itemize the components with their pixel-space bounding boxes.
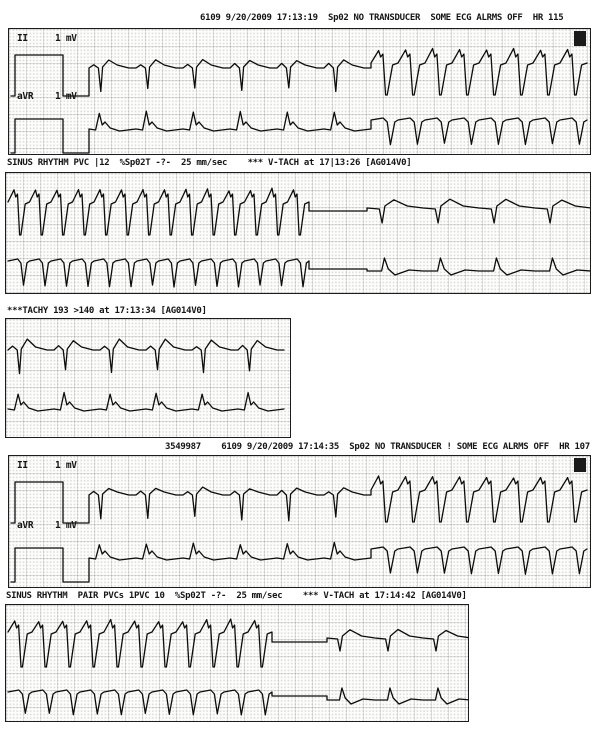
ecg-strip-4: [8, 455, 591, 588]
ecg-strip-5: [5, 604, 469, 722]
lead-label-II: II: [17, 460, 28, 471]
printer-mark: [574, 458, 586, 472]
ecg-waveform: [8, 688, 469, 715]
ecg-waveform: [8, 393, 284, 412]
ecg-waveform: [8, 258, 591, 287]
ecg-waveform: [8, 339, 284, 374]
ecg-strip-3: [5, 318, 291, 438]
lead-label-II: II: [17, 33, 28, 44]
ecg-trace-svg-3: [6, 319, 291, 438]
lead-label-aVR: aVR: [17, 520, 34, 531]
ecg-strip-1: [8, 28, 591, 155]
recording-header-1: 6109 9/20/2009 17:13:19 Sp02 NO TRANSDUCER SOME ECG ALRMS OFF HR 115: [200, 13, 564, 23]
cal-label-1mv: 1 mV: [55, 33, 77, 44]
ecg-strip-2: [5, 172, 591, 294]
ecg-waveform: [8, 188, 591, 235]
recording-header-4: 3549987 6109 9/20/2009 17:14:35 Sp02 NO TRANSDUCER ! SOME ECG ALRMS OFF HR 107: [165, 442, 590, 452]
cal-label-1mv: 1 mV: [55, 520, 77, 531]
ecg-waveform: [8, 619, 469, 667]
tachy-alarm-annotation-3: ***TACHY 193 >140 at 17:13:34 [AG014V0]: [7, 306, 207, 316]
cal-label-1mv: 1 mV: [55, 91, 77, 102]
ecg-trace-svg-2: [6, 173, 591, 294]
ecg-waveform: [11, 476, 587, 523]
rhythm-annotation-2: SINUS RHYTHM PVC |12 %Sp02T -?- 25 mm/sec *** V-TACH at 17|13:26 [AG014V0]: [7, 158, 412, 168]
printer-mark: [574, 31, 586, 46]
ecg-trace-svg-1: [9, 29, 591, 155]
ecg-waveform: [11, 48, 587, 96]
ecg-waveform: [11, 542, 587, 582]
ecg-trace-svg-5: [6, 605, 469, 722]
ecg-waveform: [11, 111, 587, 153]
cal-label-1mv: 1 mV: [55, 460, 77, 471]
lead-label-aVR: aVR: [17, 91, 34, 102]
ecg-trace-svg-4: [9, 456, 591, 588]
rhythm-annotation-5: SINUS RHYTHM PAIR PVCs 1PVC 10 %Sp02T -?- 25 mm/sec *** V-TACH at 17:14:42 [AG014V0]: [6, 591, 467, 601]
